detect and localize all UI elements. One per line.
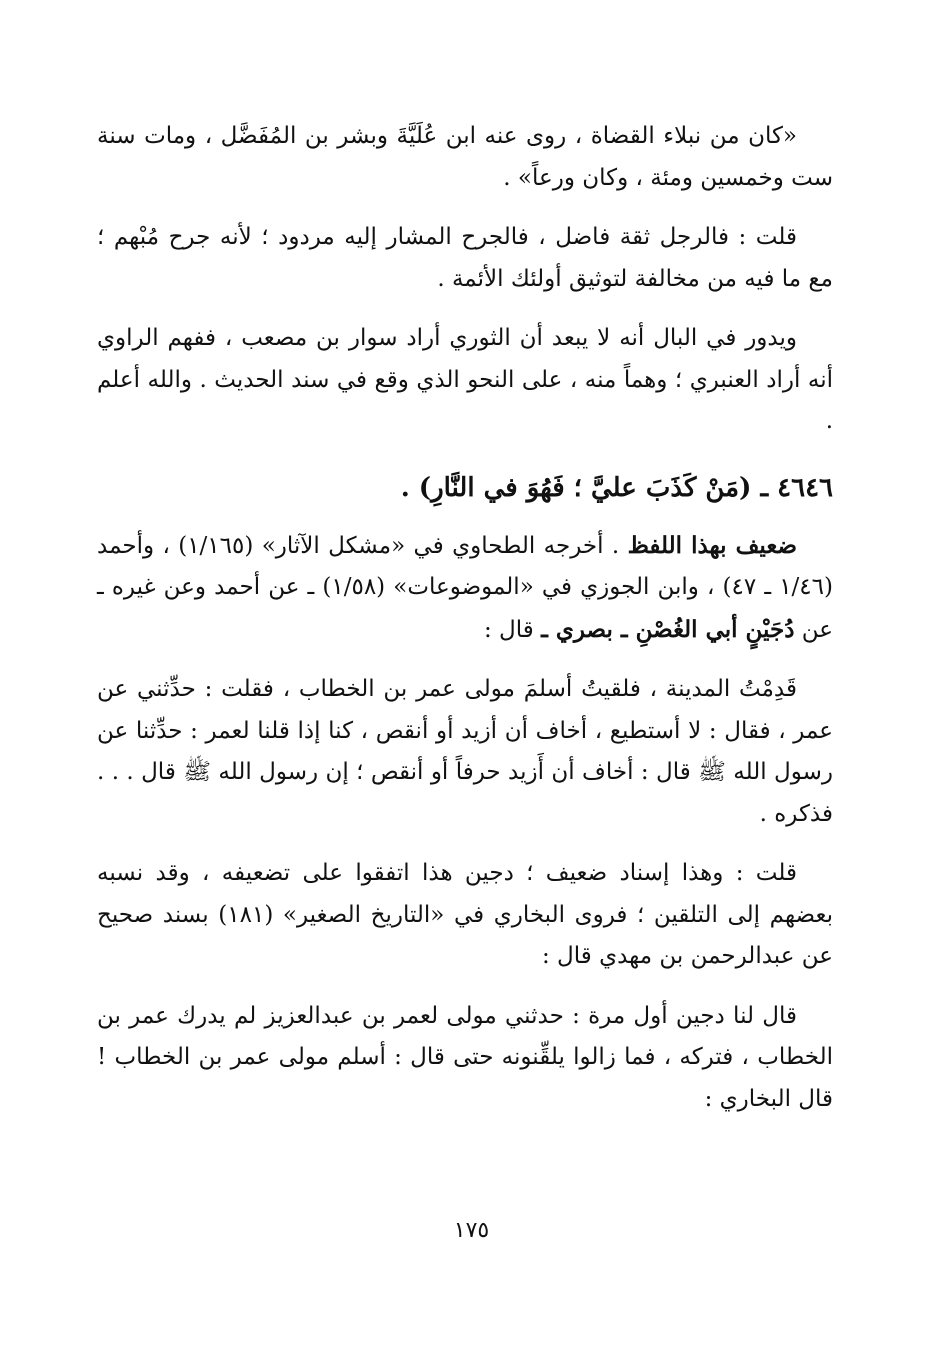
page-number: ١٧٥ [453, 1218, 490, 1243]
commentary-paragraph-2: ويدور في البال أنه لا يبعد أن الثوري أراد سوار بن مصعب ، ففهم الراوي أنه أراد العنبري ؛ وهماً منه ، على النحو الذي وقع في سند الحديث . والله أعلم . [97, 325, 833, 434]
quote-paragraph: «كان من نبلاء القضاة ، روى عنه ابن عُلَيَّةَ وبشر بن المُفَضَّل ، ومات سنة ست وخمسين ومئة ، وكان ورعاً» . [97, 123, 833, 191]
narrator-name: دُجَيْنٍ أبي الغُصْنِ ـ بصري ـ [541, 615, 795, 643]
commentary-paragraph: قلت : فالرجل ثقة فاضل ، فالجرح المشار إليه مردود ؛ لأنه جرح مُبْهم ؛ مع ما فيه من مخالفة لتوثيق أولئك الأئمة . [97, 224, 833, 292]
hadith-heading: ٤٦٤٦ ـ (مَنْ كَذَبَ عليَّ ؛ فَهُوَ في النَّارِ) . [400, 472, 833, 503]
commentary-paragraph-3: قلت : وهذا إسناد ضعيف ؛ دجين هذا اتفقوا على تضعيفه ، وقد نسبه بعضهم إلى التلقين ؛ فروى البخاري في «التاريخ الصغير» (١٨١) بسند صحيح عن عبدالرحمن بن مهدي قال : [97, 860, 833, 969]
narration-paragraph: قال لنا دجين أول مرة : حدثني مولى لعمر بن عبدالعزيز لم يدرك عمر بن الخطاب ، فتركه ، فما زالوا يلقِّنونه حتى قال : أسلم مولى عمر بن الخطاب ! قال البخاري : [97, 1002, 833, 1112]
grading-label: ضعيف بهذا اللفظ [627, 531, 797, 559]
grading-text-end: قال : [483, 616, 542, 643]
grading-paragraph [97, 525, 833, 652]
book-page-body [97, 116, 833, 1138]
grading-text: . أخرجه الطحاوي في «مشكل الآثار» (١/١٦٥) ، وأحمد (١/٤٦ ـ ٤٧) ، وابن الجوزي في «الموضوعات» (١/٥٨) ـ عن أحمد وعن غيره ـ عن [97, 532, 833, 643]
hadith-narration: قَدِمْتُ المدينة ، فلقيتُ أسلمَ مولى عمر بن الخطاب ، فقلت : حدِّثني عن عمر ، فقال : لا أستطيع ، أخاف أن أزيد أو أنقص ، كنا إذا قلنا لعمر : حدِّثنا عن رسول الله ﷺ قال : أخاف أن أَزيد حرفاً أو أنقص ؛ إن رسول الله ﷺ قال . . . فذكره . [97, 676, 833, 827]
